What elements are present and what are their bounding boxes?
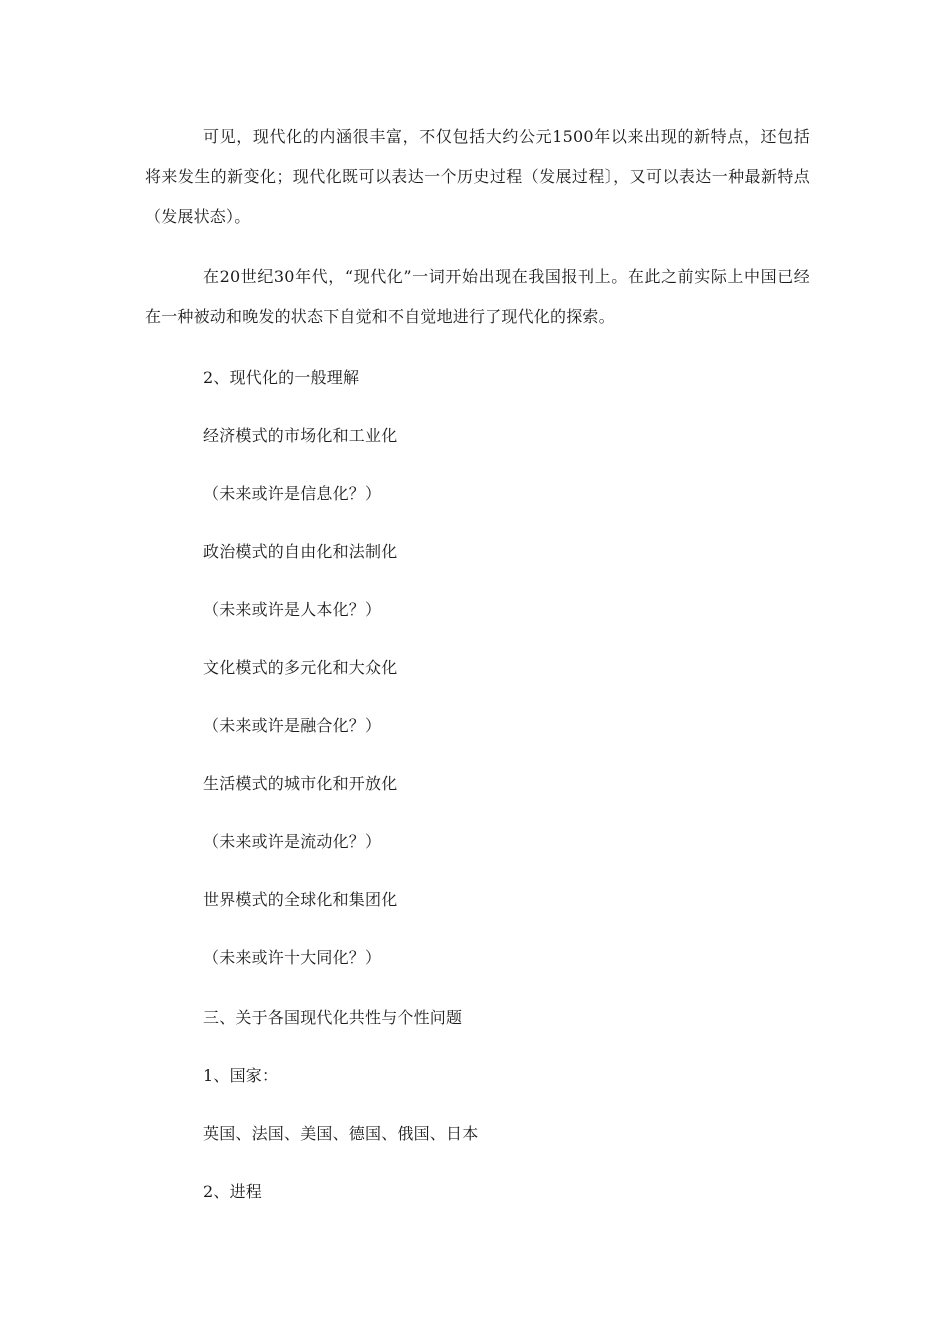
list-item-political-model: 政治模式的自由化和法制化 <box>203 542 398 561</box>
list-item-political-future: （未来或许是人本化？） <box>203 600 382 619</box>
paragraph-modernization-meaning: 可见，现代化的内涵很丰富，不仅包括大约公元1500年以来出现的新特点，还包括将来发生的新变化；现代化既可以表达一个历史过程（发展过程〕，又可以表达一种最新特点（发展状态）。 <box>145 127 810 226</box>
section-heading-commonality: 三、关于各国现代化共性与个性问题 <box>203 1008 463 1027</box>
list-item-life-future: （未来或许是流动化？） <box>203 832 382 851</box>
sub-heading-process: 2、进程 <box>203 1182 262 1201</box>
list-item-cultural-future: （未来或许是融合化？） <box>203 716 382 735</box>
list-item-economic-model: 经济模式的市场化和工业化 <box>203 426 398 445</box>
list-item-life-model: 生活模式的城市化和开放化 <box>203 774 398 793</box>
list-item-world-future: （未来或许十大同化？） <box>203 948 382 967</box>
sub-heading-countries: 1、国家： <box>203 1066 279 1085</box>
countries-list: 英国、法国、美国、德国、俄国、日本 <box>203 1124 479 1143</box>
list-item-economic-future: （未来或许是信息化？） <box>203 484 382 503</box>
list-item-world-model: 世界模式的全球化和集团化 <box>203 890 398 909</box>
list-item-cultural-model: 文化模式的多元化和大众化 <box>203 658 398 677</box>
section-heading-general-understanding: 2、现代化的一般理解 <box>203 368 360 387</box>
paragraph-modernization-in-china: 在20世纪30年代，“现代化”一词开始出现在我国报刊上。在此之前实际上中国已经在一种被动和晚发的状态下自觉和不自觉地进行了现代化的探索。 <box>145 267 810 326</box>
